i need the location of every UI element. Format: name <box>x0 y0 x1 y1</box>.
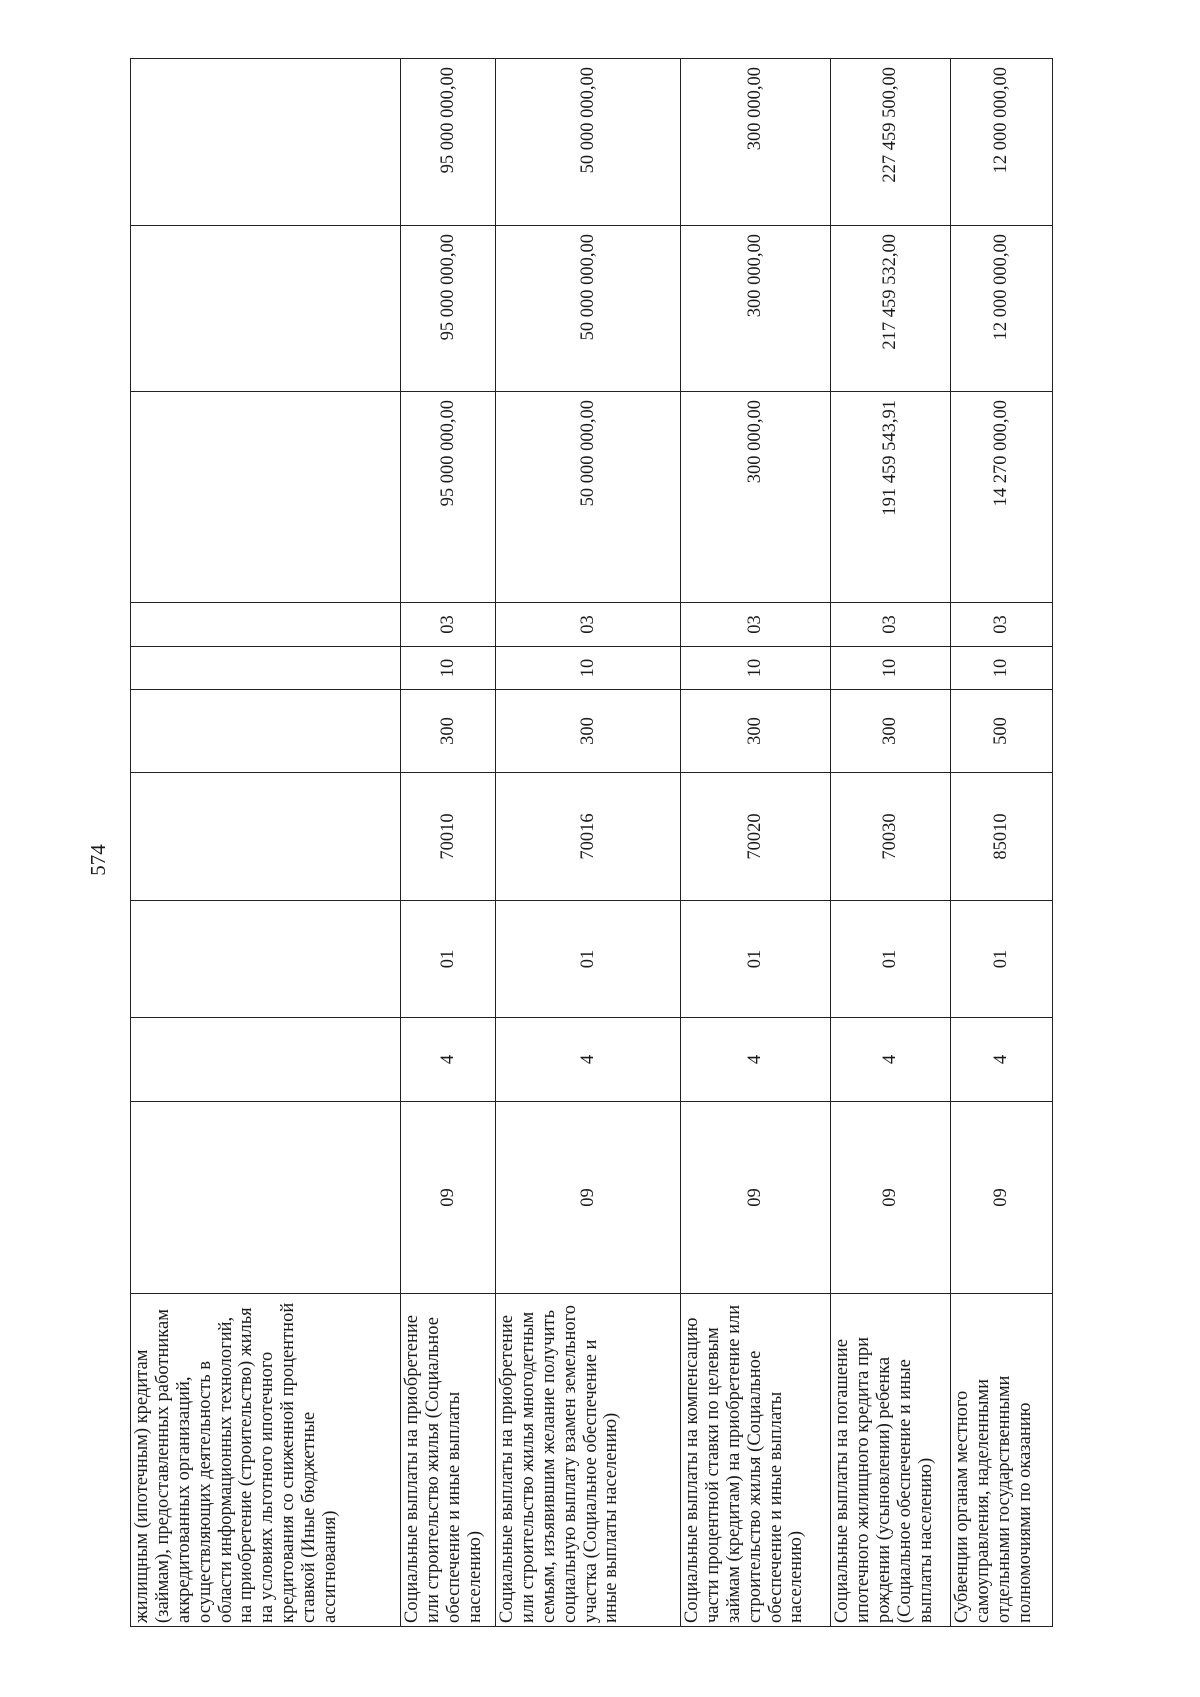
amount-cell: 300 000,00 <box>681 226 831 392</box>
code-cell: 70030 <box>831 773 951 901</box>
code-cell <box>131 901 401 1018</box>
code-cell <box>131 1102 401 1294</box>
code-cell: 09 <box>681 1102 831 1294</box>
table-row <box>951 59 1053 1627</box>
table-row <box>401 59 496 1627</box>
code-cell: 4 <box>681 1018 831 1102</box>
budget-table <box>130 58 1053 1627</box>
amount-cell <box>131 392 401 603</box>
budget-table-container <box>130 59 1052 1627</box>
code-cell: 10 <box>496 647 681 690</box>
code-cell: 70010 <box>401 773 496 901</box>
code-cell: 70016 <box>496 773 681 901</box>
code-cell: 01 <box>681 901 831 1018</box>
amount-cell: 95 000 000,00 <box>401 392 496 603</box>
row-description: жилищным (ипотечным) кредитам (займам), предоставленных работникам аккредитованных организаций, осуществляющих деятельность в области информационных технологий, на приобретение (строительство) жилья на условиях льготного ипотечного кредитования со сниженной процентной ставкой (Иные бюджетные ассигнования) <box>131 1294 401 1627</box>
amount-cell: 300 000,00 <box>681 59 831 226</box>
code-cell: 01 <box>831 901 951 1018</box>
table-row <box>681 59 831 1627</box>
table-row <box>131 59 401 1627</box>
code-cell: 10 <box>831 647 951 690</box>
amount-cell: 14 270 000,00 <box>951 392 1053 603</box>
code-cell <box>131 1018 401 1102</box>
code-cell: 03 <box>681 603 831 647</box>
row-description: Социальные выплаты на приобретение или строительство жилья (Социальное обеспечение и иные выплаты населению) <box>401 1294 496 1627</box>
table-row <box>831 59 951 1627</box>
code-cell: 03 <box>951 603 1053 647</box>
code-cell: 300 <box>831 690 951 773</box>
amount-cell <box>131 226 401 392</box>
code-cell: 4 <box>401 1018 496 1102</box>
amount-cell: 12 000 000,00 <box>951 226 1053 392</box>
amount-cell: 95 000 000,00 <box>401 226 496 392</box>
code-cell: 85010 <box>951 773 1053 901</box>
code-cell: 10 <box>951 647 1053 690</box>
row-description: Социальные выплаты на компенсацию части процентной ставки по целевым займам (кредитам) на приобретение или строительство жилья (Социальное обеспечение и иные выплаты населению) <box>681 1294 831 1627</box>
code-cell: 10 <box>401 647 496 690</box>
amount-cell: 50 000 000,00 <box>496 392 681 603</box>
code-cell: 01 <box>401 901 496 1018</box>
code-cell <box>131 690 401 773</box>
code-cell: 09 <box>951 1102 1053 1294</box>
code-cell: 03 <box>401 603 496 647</box>
amount-cell: 227 459 500,00 <box>831 59 951 226</box>
code-cell: 300 <box>496 690 681 773</box>
code-cell: 03 <box>831 603 951 647</box>
code-cell: 4 <box>831 1018 951 1102</box>
row-description: Социальные выплаты на приобретение или строительство жилья многодетным семьям, изъявившим желание получить социальную выплату взамен земельного участка (Социальное обеспечение и иные выплаты населению) <box>496 1294 681 1627</box>
amount-cell: 300 000,00 <box>681 392 831 603</box>
code-cell: 300 <box>681 690 831 773</box>
code-cell: 10 <box>681 647 831 690</box>
code-cell: 300 <box>401 690 496 773</box>
code-cell: 500 <box>951 690 1053 773</box>
amount-cell: 191 459 543,91 <box>831 392 951 603</box>
code-cell <box>131 603 401 647</box>
code-cell <box>131 647 401 690</box>
code-cell: 4 <box>496 1018 681 1102</box>
code-cell: 03 <box>496 603 681 647</box>
code-cell <box>131 773 401 901</box>
amount-cell <box>131 59 401 226</box>
code-cell: 70020 <box>681 773 831 901</box>
code-cell: 01 <box>951 901 1053 1018</box>
code-cell: 09 <box>831 1102 951 1294</box>
table-row <box>496 59 681 1627</box>
amount-cell: 95 000 000,00 <box>401 59 496 226</box>
page-number: 574 <box>86 844 110 876</box>
amount-cell: 217 459 532,00 <box>831 226 951 392</box>
code-cell: 01 <box>496 901 681 1018</box>
code-cell: 4 <box>951 1018 1053 1102</box>
amount-cell: 12 000 000,00 <box>951 59 1053 226</box>
amount-cell: 50 000 000,00 <box>496 226 681 392</box>
code-cell: 09 <box>401 1102 496 1294</box>
amount-cell: 50 000 000,00 <box>496 59 681 226</box>
row-description: Субвенции органам местного самоуправления, наделенными отдельными государственными полномочиями по оказанию <box>951 1294 1053 1627</box>
code-cell: 09 <box>496 1102 681 1294</box>
row-description: Социальные выплаты на погашение ипотечного жилищного кредита при рождении (усыновлении) ребенка (Социальное обеспечение и иные выплаты населению) <box>831 1294 951 1627</box>
